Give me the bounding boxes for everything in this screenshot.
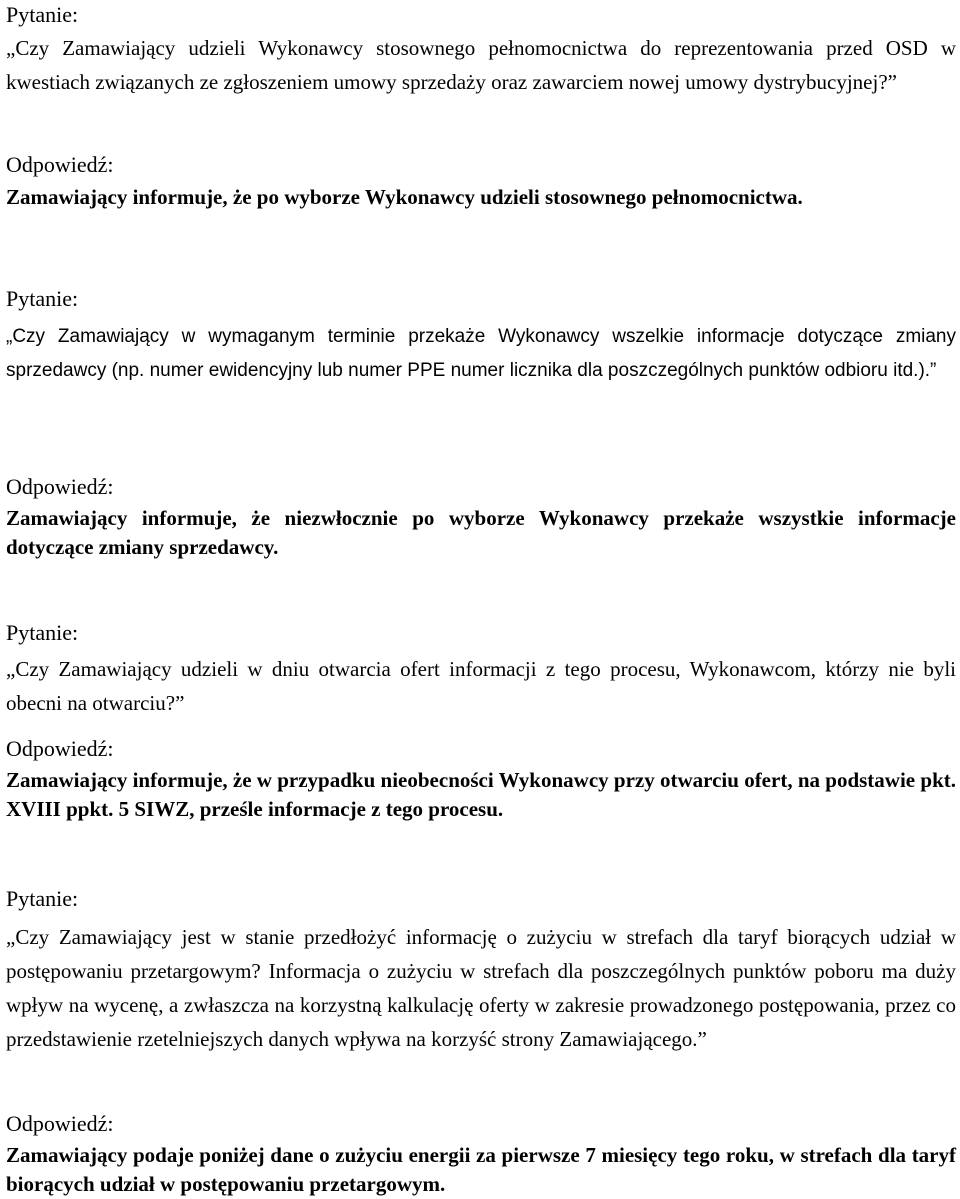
qa-block-3 bbox=[6, 620, 956, 720]
question-label: Pytanie: bbox=[6, 620, 79, 645]
answer-label: Odpowiedź: bbox=[6, 736, 114, 761]
answer-label: Odpowiedź: bbox=[6, 1111, 114, 1136]
question-text: „Czy Zamawiający w wymaganym terminie przekaże Wykonawcy wszelkie informacje dotyczące zmiany sprzedawcy (np. numer ewidencyjny lub numer PPE numer licznika dla poszczególnych punktów odbioru itd.).” bbox=[6, 326, 956, 381]
question-label: Pytanie: bbox=[6, 286, 79, 311]
question-label: Pytanie: bbox=[6, 886, 79, 911]
question-label: Pytanie: bbox=[6, 2, 79, 27]
qa-block-2 bbox=[6, 286, 956, 388]
question-text: „Czy Zamawiający jest w stanie przedłożyć informację o zużyciu w strefach dla taryf biorących udział w postępowaniu przetargowym? Informacja o zużyciu w strefach dla poszczególnych punktów poboru ma duży wpływ na wycenę, a zwłaszcza na korzystną kalkulację oferty w zakresie prowadzonego postępowania, przez co przedstawienie rzetelniejszych danych wpływa na korzyść strony Zamawiającego.” bbox=[6, 925, 956, 1051]
qa-block-4-answer bbox=[6, 1111, 956, 1199]
qa-block-3-answer bbox=[6, 736, 956, 824]
question-text: „Czy Zamawiający udzieli w dniu otwarcia ofert informacji z tego procesu, Wykonawcom, którzy nie byli obecni na otwarciu?” bbox=[6, 657, 956, 715]
qa-block-1-answer bbox=[6, 152, 956, 213]
qa-block-2-answer bbox=[6, 474, 956, 562]
question-text: „Czy Zamawiający udzieli Wykonawcy stosownego pełnomocnictwa do reprezentowania przed OSD w kwestiach związanych ze zgłoszeniem umowy sprzedaży oraz zawarciem nowej umowy dystrybucyjnej?” bbox=[6, 36, 956, 94]
qa-block-4 bbox=[6, 886, 956, 1056]
answer-label: Odpowiedź: bbox=[6, 152, 114, 177]
answer-text: Zamawiający podaje poniżej dane o zużyciu energii za pierwsze 7 miesięcy tego roku, w strefach dla taryf biorących udział w postępowaniu przetargowym. bbox=[6, 1143, 956, 1196]
answer-text: Zamawiający informuje, że po wyborze Wykonawcy udzieli stosownego pełnomocnictwa. bbox=[6, 185, 803, 209]
answer-text: Zamawiający informuje, że w przypadku nieobecności Wykonawcy przy otwarciu ofert, na podstawie pkt. XVIII ppkt. 5 SIWZ, prześle informacje z tego procesu. bbox=[6, 768, 956, 821]
answer-text: Zamawiający informuje, że niezwłocznie po wyborze Wykonawcy przekaże wszystkie informacje dotyczące zmiany sprzedawcy. bbox=[6, 506, 956, 559]
qa-block-1 bbox=[6, 2, 956, 99]
answer-label: Odpowiedź: bbox=[6, 474, 114, 499]
